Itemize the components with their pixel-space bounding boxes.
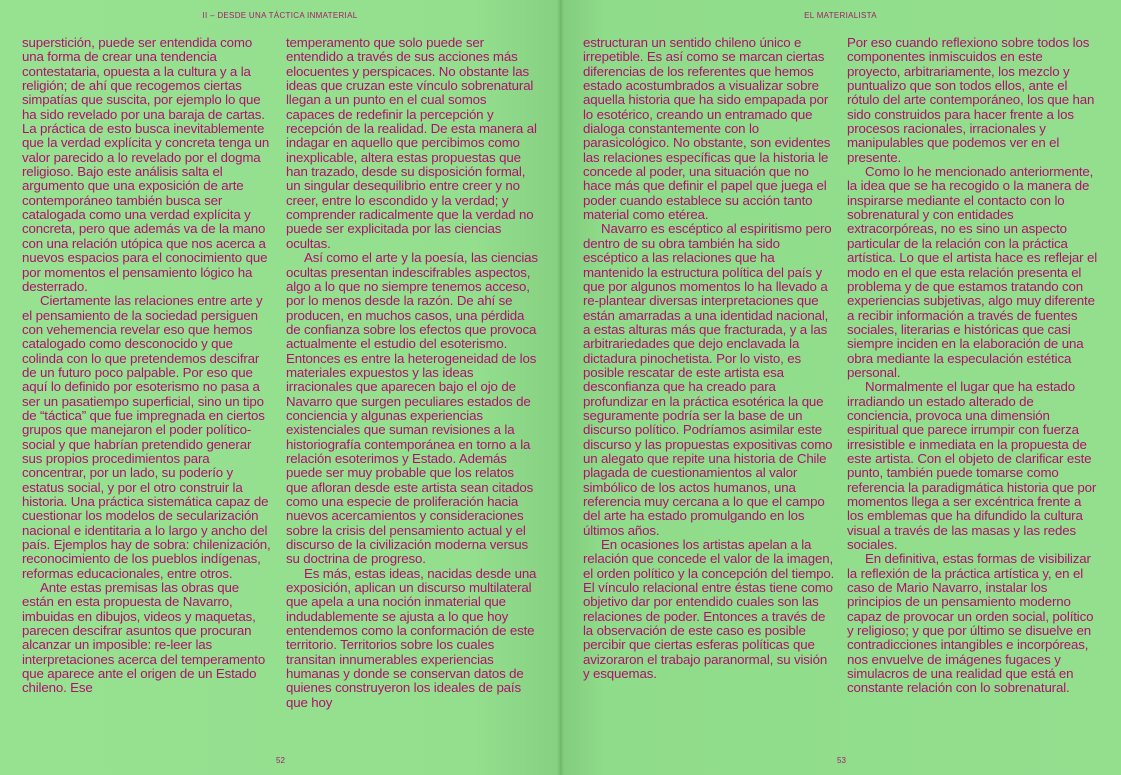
paragraph: Navarro es escéptico al espiritismo pero dentro de su obra también ha sido escéptico a las relaciones que ha mantenido la estructura política del país y que por algunos momentos lo ha llevado a re-plantear diversas interpretaciones que están amarradas a una identidad nacional, a estas alturas más que fracturada, y a las arbitrariedades que dejo enclavada la dictadura pinochetista. Por lo visto, es posible rescatar de este artista esa desconfianza que ha creado para profundizar en la práctica esotérica la que seguramente podría ser la base de un discurso político. Podríamos asimilar este discurso y las propuestas expositivas como un alegato que repite una historia de Chile plagada de cuestionamientos al valor simbólico de los actos humanos, una referencia muy cercana a lo que el campo del arte ha estado promulgando en los últimos años.	[583, 221, 833, 538]
running-head-right: EL MATERIALISTA	[804, 11, 877, 20]
text-column-1	[22, 36, 274, 696]
page-number-left: 52	[276, 756, 285, 765]
paragraph: Normalmente el lugar que ha estado irradiando un estado alterado de conciencia, provoca una dimensión espiritual que parece irrumpir con fuerza irresistible e inmediata en la propuesta de este artista. Con el objeto de clarificar este punto, también puede tomarse como referencia la paradigmática historia que por momentos llega a ser excéntrica frente a los emblemas que ha difundido la cultura visual a través de las masas y las redes sociales.	[847, 379, 1097, 553]
paragraph: Como lo he mencionado anteriormente, la idea que se ha recogido o la manera de inspirarse mediante el contacto con lo sobrenatural y con entidades extracorpóreas, no es sino un aspecto particular de la relación con la práctica artística. Lo que el artista hace es reflejar el modo en el que esta relación presenta el problema y de que estamos tratando con experiencias subjetivas, algo muy diferente a recibir información a través de fuentes sociales, literarias e históricas que casi siempre inciden en la elaboración de una obra mediante la especulación estética personal.	[847, 164, 1098, 380]
book-gutter	[557, 0, 564, 775]
paragraph: temperamento que solo puede ser entendido a través de sus acciones más elocuentes y perspicaces. No obstante las ideas que cruzan este vínculo sobrenatural llegan a un punto en el cual somos capaces de redefinir la percepción y recepción de la realidad. De esta manera al indagar en aquello que percibimos como inexplicable, altera estas propuestas que han trazado, desde su disposición formal, un singular desequilibrio entre creer y no creer, entre lo escondido y la verdad; y comprender radicalmente que la verdad no puede ser explicitada por las ciencias ocultas.	[286, 35, 537, 251]
paragraph: En ocasiones los artistas apelan a la relación que concede el valor de la imagen, el orden político y la concepción del tiempo. El vínculo relacional entre éstas tiene como objetivo dar por entendido cuales son las relaciones de poder. Entonces a través de la observación de este caso es posible percibir que ciertas esferas políticas que avizoraron el trabajo paranormal, su visión y esquemas.	[583, 537, 835, 682]
left-page	[0, 0, 560, 775]
page-number-right: 53	[837, 756, 846, 765]
paragraph: estructuran un sentido chileno único e irrepetible. Es así como se marcan ciertas diferencias de los referentes que hemos estado acostumbrados a visualizar sobre aquella historia que ha sido empapada por lo esotérico, creando un entramado que dialoga constantemente con lo parasicológico. No obstante, son evidentes las relaciones específicas que la historia le concede al poder, una situación que no hace más que definir el papel que juega el poder cuando establece su acción tanto material como etérea.	[583, 35, 831, 223]
right-page	[560, 0, 1121, 775]
paragraph: Ante estas premisas las obras que están en esta propuesta de Navarro, imbuidas en dibujos, videos y maquetas, parecen descifrar asuntos que procuran alcanzar un imposible: re-leer las interpretaciones acerca del temperamento que aparece ante el origen de un Estado chileno. Ese	[22, 580, 266, 696]
paragraph: superstición, puede ser entendida como una forma de crear una tendencia contestataria, opuesta a la cultura y a la religión; de ahí que recogemos ciertas simpatías que suscita, por ejemplo lo que ha sido revelado por una baraja de cartas. La práctica de esto busca inevitablemente que la verdad explícita y concreta tenga un valor parecido a lo revelado por el dogma religioso. Bajo este análisis salta el argumento que una exposición de arte contemporáneo también busca ser catalogada como una verdad explícita y concreta, pero que además va de la mano con una relación utópica que nos acerca a nuevos espacios para el conocimiento que por momentos el pensamiento lógico ha desterrado.	[22, 35, 270, 294]
running-head-left: II – DESDE UNA TÁCTICA INMATERIAL	[202, 11, 358, 20]
text-column-3	[583, 36, 835, 681]
text-column-4	[847, 36, 1099, 696]
paragraph: Ciertamente las relaciones entre arte y el pensamiento de la sociedad persiguen con vehemencia revelar eso que hemos catalogado como desconocido y que colinda con lo que pretendemos descifrar de un futuro poco palpable. Por eso que aquí lo definido por esoterismo no pasa a ser un pasatiempo superficial, sino un tipo de “táctica” que fue impregnada en ciertos grupos que manejaron el poder político-social y que habrían pretendido generar sus propios procedimientos para concentrar, por un lado, su poderío y estatus social, y por el otro construir la historia. Una práctica sistemática capaz de cuestionar los modelos de secularización nacional e identitaria a lo largo y ancho del país. Ejemplos hay de sobra: chilenización, reconocimiento de los pueblos indígenas, reformas educacionales, entre otros.	[22, 293, 271, 581]
paragraph: Así como el arte y la poesía, las ciencias ocultas presentan indescifrables aspectos, algo a lo que no siempre tenemos acceso, por lo menos desde la razón. De ahí se producen, en muchos casos, una pérdida de confianza sobre los efectos que provoca actualmente el estudio del esoterismo. Entonces es entre la heterogeneidad de los materiales expuestos y las ideas irracionales que aparecen bajo el ojo de Navarro que surgen peculiares estados de conciencia y algunas experiencias existenciales que suman revisiones a la historiografía contemporánea en torno a la relación esoterimos y Estado. Además puede ser muy probable que los relatos que afloran desde este artista sean citados como una especie de proliferación hacia nuevos acercamientos y consideraciones sobre la crisis del pensamiento actual y el discurso de la civilización moderna versus su doctrina de progreso.	[286, 250, 538, 567]
text-column-2	[286, 36, 538, 710]
paragraph: Por eso cuando reflexiono sobre todos los componentes inmiscuidos en este proyecto, arbitrariamente, los mezclo y puntualizo que son todos ellos, ante el rótulo del arte contemporáneo, los que han sido construidos para hacer frente a los procesos racionales, irracionales y manipulables que podemos ver en el presente.	[847, 35, 1095, 165]
paragraph: Es más, estas ideas, nacidas desde una exposición, aplican un discurso multilateral que apela a una noción inmaterial que indudablemente se ajusta a lo que hoy entendemos como la conformación de este territorio. Territorios sobre los cuales transitan innumerables experiencias humanas y donde se conservan datos de quienes construyeron los ideales de país que hoy	[286, 565, 537, 710]
paragraph: En definitiva, estas formas de visibilizar la reflexión de la práctica artística y, en el caso de Mario Navarro, instalar los principios de un pensamiento moderno capaz de provocar un orden social, político y religioso; y que por último se disuelve en contradicciones intangibles e incorpóreas, nos envuelve de imágenes fugaces y simulacros de una realidad que está en constante relación con lo sobrenatural.	[847, 551, 1094, 696]
